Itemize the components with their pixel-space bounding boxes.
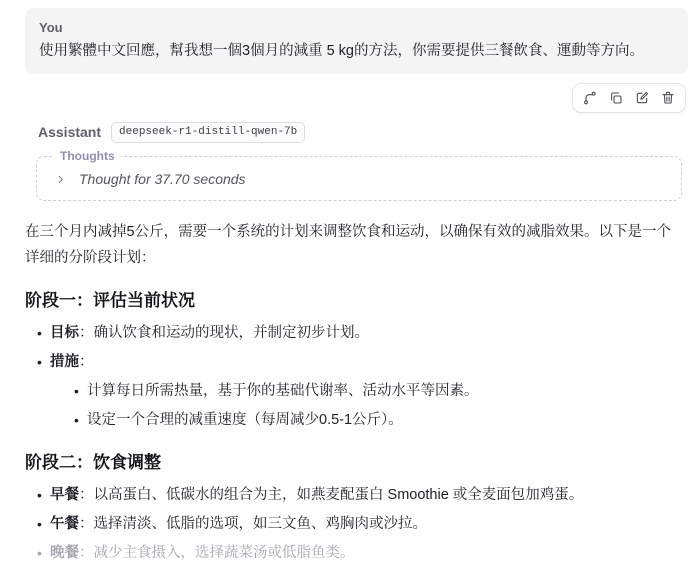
bullet-text: ：选择清淡、低脂的选项，如三文鱼、鸡胸肉或沙拉。: [79, 516, 427, 532]
list-item: [25, 483, 674, 508]
model-badge[interactable]: deepseek-r1-distill-qwen-7b: [111, 122, 305, 143]
bullet-text: ：确认饮食和运动的现状，并制定初步计划。: [79, 325, 369, 341]
section-2-list: [25, 483, 674, 566]
chevron-right-icon[interactable]: [55, 174, 66, 185]
nested-list: [50, 379, 674, 433]
user-sender-label: You: [39, 20, 63, 35]
bullet-label: 午餐: [50, 516, 79, 532]
list-item: [25, 350, 674, 433]
delete-button[interactable]: [656, 87, 680, 109]
section-heading-2: 阶段二：饮食调整: [25, 453, 161, 472]
bullet-label: 措施: [50, 354, 79, 370]
bullet-label: 晚餐: [50, 545, 79, 561]
list-item: [25, 512, 674, 537]
bullet-text: ：: [79, 354, 94, 370]
assistant-header: [38, 120, 694, 144]
branch-icon: [582, 90, 598, 106]
bullet-text: ：以高蛋白、低碳水的组合为主，如燕麦配蛋白 Smoothie 或全麦面包加鸡蛋。: [79, 487, 584, 503]
trash-icon: [660, 90, 676, 106]
list-item: • 设定一个合理的减重速度（每周减少0.5-1公斤）。: [62, 408, 674, 433]
list-item: • 计算每日所需热量，基于你的基础代谢率、活动水平等因素。: [62, 379, 674, 404]
thoughts-summary-row[interactable]: [55, 171, 667, 187]
bullet-label: 目标: [50, 325, 79, 341]
list-item: [25, 541, 674, 566]
section-heading-1: 阶段一：评估当前状况: [25, 291, 195, 310]
list-item: [25, 321, 674, 346]
chat-page: [0, 8, 694, 561]
bullet-label: 早餐: [50, 487, 79, 503]
thoughts-panel[interactable]: [36, 149, 682, 201]
user-message-text: 使用繁體中文回應，幫我想一個3個月的減重 5 kg的方法，你需要提供三餐飲食、運動等方向。: [39, 43, 644, 59]
copy-icon: [608, 90, 624, 106]
edit-icon: [634, 90, 650, 106]
assistant-sender-label: Assistant: [38, 124, 102, 140]
message-actions-toolbar: [572, 83, 686, 113]
copy-button[interactable]: [604, 87, 628, 109]
branch-button[interactable]: [578, 87, 602, 109]
thoughts-legend: Thoughts: [54, 149, 121, 164]
message-actions-row: [0, 83, 686, 113]
bullet-text: ：减少主食摄入，选择蔬菜汤或低脂鱼类。: [79, 545, 355, 561]
assistant-response: [25, 219, 674, 566]
user-message-bubble: [25, 8, 688, 74]
response-intro: 在三个月内减掉5公斤，需要一个系统的计划来调整饮食和运动，以确保有效的减脂效果。以下是一个详细的分阶段计划：: [25, 224, 672, 266]
edit-button[interactable]: [630, 87, 654, 109]
section-1-list: [25, 321, 674, 433]
thought-duration: Thought for 37.70 seconds: [79, 171, 246, 187]
